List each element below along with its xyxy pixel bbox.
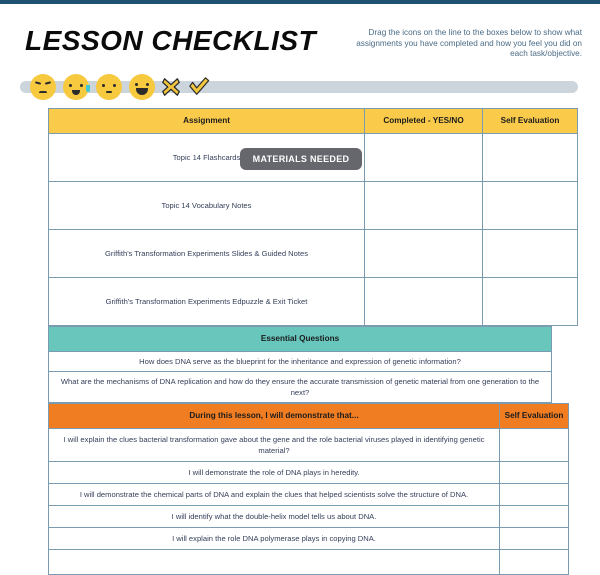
table-row [49,506,569,528]
objective-statement [49,550,500,575]
objective-self-eval-dropzone[interactable] [500,506,569,528]
column-header-objective-self-evaluation: Self Evaluation [500,404,569,429]
objective-self-eval-dropzone[interactable] [500,484,569,506]
assignment-self-eval-dropzone[interactable] [483,182,578,230]
column-header-self-evaluation: Self Evaluation [483,109,578,134]
materials-needed-label: MATERIALS NEEDED [252,154,350,164]
assignment-self-eval-dropzone[interactable] [483,278,578,326]
assignment-completed-dropzone[interactable] [365,182,483,230]
assignment-name: Griffith's Transformation Experiments Slides & Guided Notes [49,230,365,278]
essential-questions-header-row [49,327,552,352]
table-row [49,182,578,230]
table-row [49,429,569,462]
page-title: LESSON CHECKLIST [25,25,317,56]
essential-questions-header: Essential Questions [49,327,552,352]
objective-statement: I will identify what the double-helix model tells us about DNA. [49,506,500,528]
emoji-neutral-face[interactable] [96,74,122,100]
assignment-name: Griffith's Transformation Experiments Edpuzzle & Exit Ticket [49,278,365,326]
essential-question-row [49,352,552,372]
assignment-name: Topic 14 Flashcards [49,134,365,182]
column-header-assignment: Assignment [49,109,365,134]
table-row [49,462,569,484]
table-header-row [49,109,578,134]
objectives-header-row [49,404,569,429]
essential-question-text: How does DNA serve as the blueprint for the inheritance and expression of genetic information? [49,352,552,372]
check-mark-icon[interactable] [187,76,209,98]
objectives-table [48,403,569,575]
column-header-completed: Completed - YES/NO [365,109,483,134]
objective-statement: I will explain the role DNA polymerase plays in copying DNA. [49,528,500,550]
objective-self-eval-dropzone[interactable] [500,528,569,550]
objective-statement: I will demonstrate the chemical parts of DNA and explain the clues that helped scientists solve the structure of DNA. [49,484,500,506]
table-row [49,278,578,326]
assignment-self-eval-dropzone[interactable] [483,134,578,182]
assignment-table [48,108,578,326]
essential-questions-table [48,326,552,403]
assignment-name: Topic 14 Vocabulary Notes [49,182,365,230]
objective-statement: I will explain the clues bacterial transformation gave about the gene and the role bacterial viruses played in identifying genetic material? [49,429,500,462]
page-header [0,4,600,66]
emoji-crying-face[interactable] [63,74,89,100]
emoji-sad-face[interactable] [30,74,56,100]
table-row [49,484,569,506]
objective-self-eval-dropzone[interactable] [500,429,569,462]
assignment-completed-dropzone[interactable] [365,134,483,182]
checklist-sheet [48,108,564,575]
instructions-text: Drag the icons on the line to the boxes below to show what assignments you have completed and how you feel you did on each task/objective. [356,28,582,59]
table-row [49,550,569,575]
cross-mark-icon[interactable] [160,76,182,98]
essential-question-row [49,372,552,403]
objective-self-eval-dropzone[interactable] [500,550,569,575]
essential-question-text: What are the mechanisms of DNA replication and how do they ensure the accurate transmission of genetic material from one generation to the next? [49,372,552,403]
assignment-completed-dropzone[interactable] [365,278,483,326]
table-row [49,134,578,182]
assignment-self-eval-dropzone[interactable] [483,230,578,278]
tear-drop [86,85,90,92]
column-header-objective: During this lesson, I will demonstrate that... [49,404,500,429]
table-row [49,528,569,550]
objective-statement: I will demonstrate the role of DNA plays in heredity. [49,462,500,484]
objective-self-eval-dropzone[interactable] [500,462,569,484]
emoji-happy-face[interactable] [129,74,155,100]
assignment-completed-dropzone[interactable] [365,230,483,278]
table-row [49,230,578,278]
